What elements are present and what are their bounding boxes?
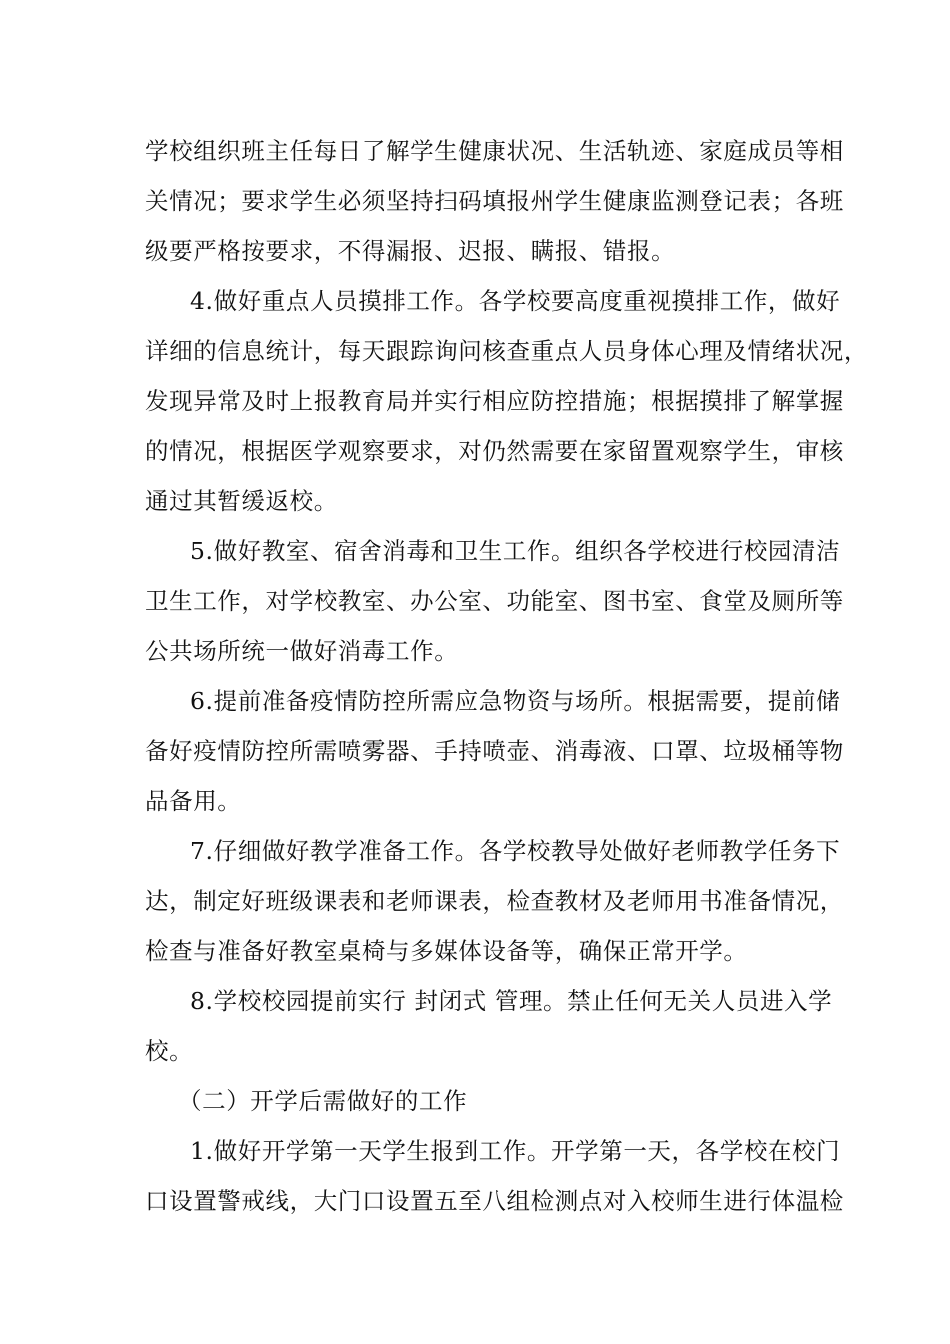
section-paragraph-1-line-2: 口设置警戒线，大门口设置五至八组检测点对入校师生进行体温检 [145,1187,844,1215]
paragraph-4-line-4: 的情况，根据医学观察要求，对仍然需要在家留置观察学生，审核 [145,437,844,465]
text-line-3: 级要严格按要求，不得漏报、迟报、瞒报、错报。 [145,237,676,265]
paragraph-5-line-1: 5.做好教室、宿舍消毒和卫生工作。组织各学校进行校园清洁 [190,537,841,565]
paragraph-6-line-2: 备好疫情防控所需喷雾器、手持喷壶、消毒液、口罩、垃圾桶等物 [145,737,844,765]
paragraph-4-line-1: 4.做好重点人员摸排工作。各学校要高度重视摸排工作，做好 [190,287,841,315]
paragraph-4-line-3: 发现异常及时上报教育局并实行相应防控措施；根据摸排了解掌握 [145,387,844,415]
paragraph-8-line-1: 8.学校校园提前实行 封闭式 管理。禁止任何无关人员进入学 [190,987,833,1015]
paragraph-6-line-3: 品备用。 [145,787,242,815]
paragraph-4-line-2: 详细的信息统计，每天跟踪询问核查重点人员身体心理及情绪状况， [145,337,868,365]
text-line-2: 关情况；要求学生必须坚持扫码填报州学生健康监测登记表；各班 [145,187,844,215]
text-line-1: 学校组织班主任每日了解学生健康状况、生活轨迹、家庭成员等相 [145,137,844,165]
paragraph-7-line-2: 达，制定好班级课表和老师课表，检查教材及老师用书准备情况， [145,887,844,915]
section-paragraph-1-line-1: 1.做好开学第一天学生报到工作。开学第一天，各学校在校门 [190,1137,841,1165]
paragraph-7-line-3: 检查与准备好教室桌椅与多媒体设备等，确保正常开学。 [145,937,748,965]
paragraph-7-line-1: 7.仔细做好教学准备工作。各学校教导处做好老师教学任务下 [190,837,841,865]
paragraph-5-line-2: 卫生工作，对学校教室、办公室、功能室、图书室、食堂及厕所等 [145,587,844,615]
paragraph-6-line-1: 6.提前准备疫情防控所需应急物资与场所。根据需要，提前储 [190,687,841,715]
paragraph-5-line-3: 公共场所统一做好消毒工作。 [145,637,459,665]
paragraph-4-line-5: 通过其暂缓返校。 [145,487,338,515]
section-heading: （二）开学后需做好的工作 [178,1087,468,1115]
paragraph-8-line-2: 校。 [145,1037,194,1065]
